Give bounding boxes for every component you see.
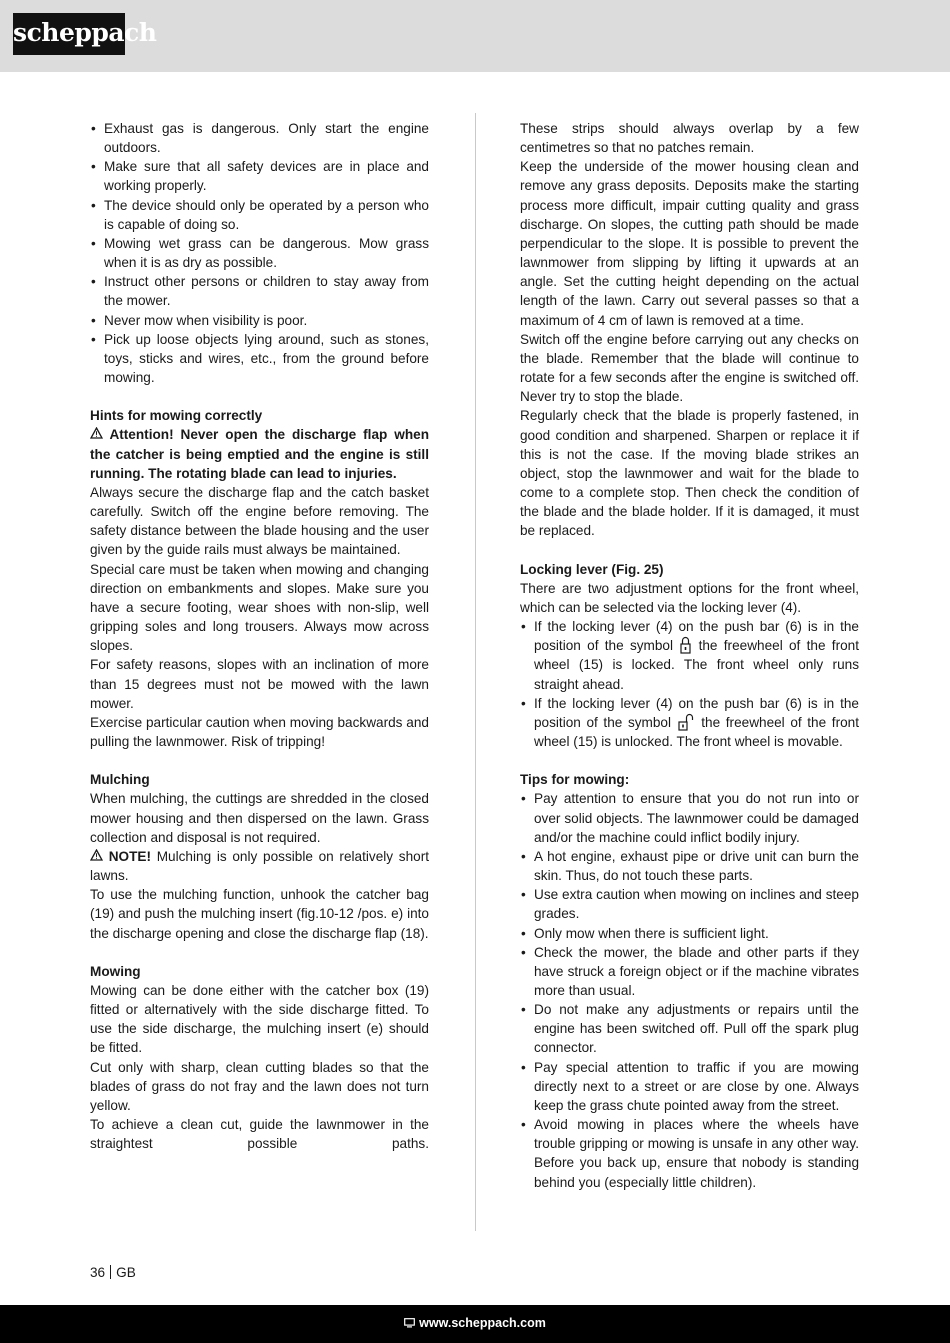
monitor-icon (404, 1318, 415, 1328)
paragraph: Cut only with sharp, clean cutting blades so that the blades of grass do not fray and the lawn does not turn yellow. (90, 1059, 429, 1113)
page-footer (0, 1305, 950, 1343)
note-paragraph (90, 847, 429, 885)
website-url[interactable]: www.scheppach.com (419, 1316, 546, 1330)
paragraph: When mulching, the cuttings are shredded in the closed mower housing and then dispersed on the lawn. Grass collection and disposal is not required. (90, 791, 429, 845)
section-heading-mowing: Mowing (90, 963, 141, 979)
paragraph: Exercise particular caution when moving backwards and pulling the lawnmower. Risk of tripping! (90, 714, 429, 749)
list-item: • Do not make any adjustments or repairs until the engine has been switched off. Pull off the spark plug connector. (520, 1000, 859, 1057)
list-item: • Use extra caution when mowing on inclines and steep grades. (520, 885, 859, 923)
paragraph: There are two adjustment options for the front wheel, which can be selected via the locking lever (4). (520, 580, 859, 615)
paragraph: To achieve a clean cut, guide the lawnmower in the straightest possible paths. (90, 1117, 429, 1152)
list-item: • Avoid mowing in places where the wheels have trouble gripping or mowing is unsafe in any other way. Before you back up, ensure that nobody is standing behind you (especially little children). (520, 1115, 859, 1192)
section-heading-hints: Hints for mowing correctly (90, 408, 263, 424)
list-item: • Never mow when visibility is poor. (90, 311, 429, 330)
list-item: • Pick up loose objects lying around, such as stones, toys, sticks and wires, etc., from the ground before mowing. (90, 330, 429, 387)
lock-open-icon (678, 713, 695, 731)
paragraph: These strips should always overlap by a few centimetres so that no patches remain. (520, 121, 859, 156)
attention-warning (90, 425, 429, 482)
right-column (520, 119, 859, 1192)
list-item: • Check the mower, the blade and other parts if they have struck a foreign object or if the machine vibrates more than usual. (520, 943, 859, 1000)
note-text: Mulching is only possible on relatively short lawns. (90, 848, 430, 884)
list-item: • Only mow when there is sufficient light. (520, 924, 859, 943)
note-label: NOTE! (108, 848, 152, 864)
paragraph: Mowing can be done either with the catcher box (19) fitted or alternatively with the side discharge fitted. To use the side discharge, the mulching insert (e) should be fitted. (90, 982, 429, 1056)
list-item: • Pay special attention to traffic if you are mowing directly next to a street or are close by one. Always keep the grass chute pointed away from the street. (520, 1058, 859, 1115)
paragraph: To use the mulching function, unhook the catcher bag (19) and push the mulching insert (fig.10-12 /pos. e) into the discharge opening and close the discharge flap (18). (90, 887, 429, 941)
paragraph: Keep the underside of the mower housing clean and remove any grass deposits. Deposits make the starting process more difficult, impair cutting quality and grass discharge. On slopes, the cutting path should be made perpendicular to the slope. It is possible to prevent the lawnmower from slipping by lifting it upwards at an angle. Set the cutting height depending on the actual length of the lawn. Carry out several passes so that a maximum of 4 cm of lawn is removed at a time. (520, 159, 859, 328)
warning-triangle-icon (90, 849, 103, 861)
paragraph: Regularly check that the blade is properly fastened, in good condition and sharpened. Sharpen or replace it if this is not the case. If the moving blade strikes an object, stop the lawnmower and wait for the blade to come to a complete stop. Then check the condition of the blade and the blade holder. If it is damaged, it must be replaced. (520, 408, 859, 539)
section-heading-locking-lever: Locking lever (Fig. 25) (520, 561, 664, 577)
list-item: • The device should only be operated by a person who is capable of doing so. (90, 196, 429, 234)
safety-bullet-list (90, 119, 429, 387)
list-item: • Mowing wet grass can be dangerous. Mow grass when it is as dry as possible. (90, 234, 429, 272)
section-heading-mulching: Mulching (90, 772, 150, 788)
section-heading-tips: Tips for mowing: (520, 772, 630, 788)
lock-closed-icon (680, 636, 691, 654)
warning-triangle-icon (90, 427, 103, 439)
list-item: • Pay attention to ensure that you do not run into or over solid objects. The lawnmower could be damaged and/or the machine could inflict bodily injury. (520, 789, 859, 846)
attention-text: Attention! Never open the discharge flap when the catcher is being emptied and the engine is still running. The rotating blade can lead to injuries. (90, 427, 429, 481)
list-item: • Instruct other persons or children to stay away from the mower. (90, 272, 429, 310)
page-header (0, 0, 950, 72)
list-item: • Make sure that all safety devices are in place and working properly. (90, 157, 429, 195)
list-item: • A hot engine, exhaust pipe or drive unit can burn the skin. Thus, do not touch these parts. (520, 847, 859, 885)
locking-options-list (520, 617, 859, 751)
page-number: 36 GB (90, 1265, 136, 1280)
left-column (90, 119, 429, 1153)
paragraph: Switch off the engine before carrying out any checks on the blade. Remember that the blade will continue to rotate for a few seconds after the engine is switched off. Never try to stop the blade. (520, 331, 859, 405)
tips-list (520, 789, 859, 1191)
paragraph: Always secure the discharge flap and the catch basket carefully. Switch off the engine before removing. The safety distance between the blade housing and the user given by the guide rails must always be maintained. (90, 484, 429, 558)
list-item: • If the locking lever (4) on the push bar (6) is in the position of the symbol the freewheel of the front wheel (15) is locked. The front wheel only runs straight ahead. (520, 617, 859, 694)
list-item: • If the locking lever (4) on the push bar (6) is in the position of the symbol the freewheel of the front wheel (15) is unlocked. The front wheel is movable. (520, 694, 859, 751)
paragraph: Special care must be taken when mowing and changing direction on embankments and slopes. Make sure you have a secure footing, wear shoes with non-slip, well gripping soles and long trousers. Always mow across slopes. (90, 561, 429, 654)
brand-logo: scheppach (13, 13, 125, 55)
paragraph: For safety reasons, slopes with an inclination of more than 15 degrees must not be mowed with the lawn mower. (90, 657, 429, 711)
list-item: • Exhaust gas is dangerous. Only start the engine outdoors. (90, 119, 429, 157)
column-divider (475, 113, 476, 1231)
